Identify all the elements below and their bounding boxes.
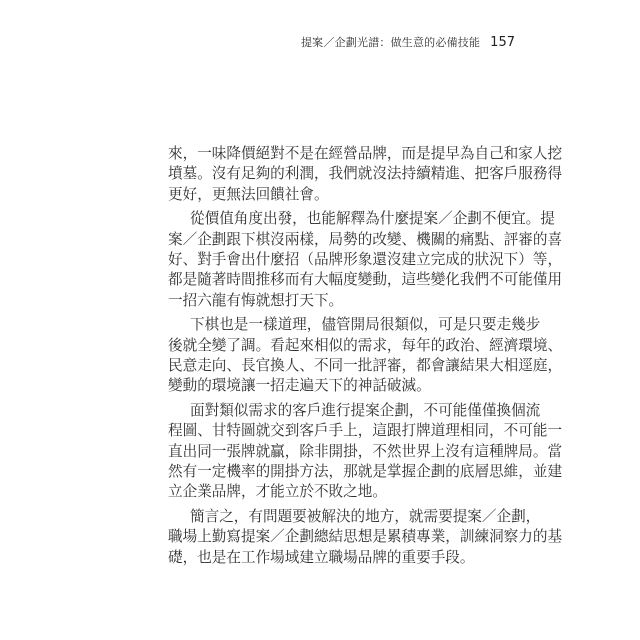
text-line: 立企業品牌，才能立於不敗之地。 [168,483,387,501]
text-line: 案／企劃跟下棋沒兩樣，局勢的改變、機關的痛點、評審的喜 [168,230,563,248]
text-line: 職場上勤寫提案／企劃總結思想是累積專業，訓練洞察力的基 [168,528,563,546]
text-line: 更好，更無法回饋社會。 [168,185,329,203]
text-line: 後就全變了調。看起來相似的需求，每年的政治、經濟環境、 [168,336,563,354]
text-line: 程圖、甘特圖就交到客戶手上，這跟打牌道理相同，不可能一 [168,422,563,440]
text-line: 然有一定機率的開掛方法，那就是掌握企劃的底層思維，並建 [168,463,563,480]
page-number: 157 [490,35,515,50]
text-line: 直出同一張牌就贏，除非開掛，不然世界上沒有這種牌局。當 [168,442,563,460]
paragraph-first-line: 簡言之，有問題要被解決的地方，就需要提案／企劃， [190,507,541,525]
text-line: 墳墓。沒有足夠的利潤，我們就沒法持續精進、把客戶服務得 [168,165,563,183]
running-title: 提案／企劃光譜：做生意的必備技能 [300,36,481,49]
paragraph-first-line: 從價值角度出發，也能解釋為什麼提案／企劃不便宜。提 [190,210,555,228]
text-line: 變動的環境讓一招走遍天下的神話破滅。 [168,377,431,395]
paragraph-first-line: 下棋也是一樣道理，儘管開局很類似，可是只要走幾步 [190,316,541,334]
text-line: 來，一味降價絕對不是在經營品牌，而是提早為自己和家人挖 [168,145,563,162]
paragraph-first-line: 面對類似需求的客戶進行提案企劃，不可能僅僅換個流 [190,401,541,419]
text-line: 一招六龍有悔就想打天下。 [168,291,344,309]
text-line: 礎，也是在工作場域建立職場品牌的重要手段。 [168,548,475,566]
text-line: 都是隨著時間推移而有大幅度變動，這些變化我們不可能僅用 [168,271,563,289]
text-line: 好、對手會出什麼招（品牌形象還沒建立完成的狀況下）等， [168,251,563,268]
text-line: 民意走向、長官換人、不同一批評審，都會讓結果大相逕庭， [168,357,563,374]
